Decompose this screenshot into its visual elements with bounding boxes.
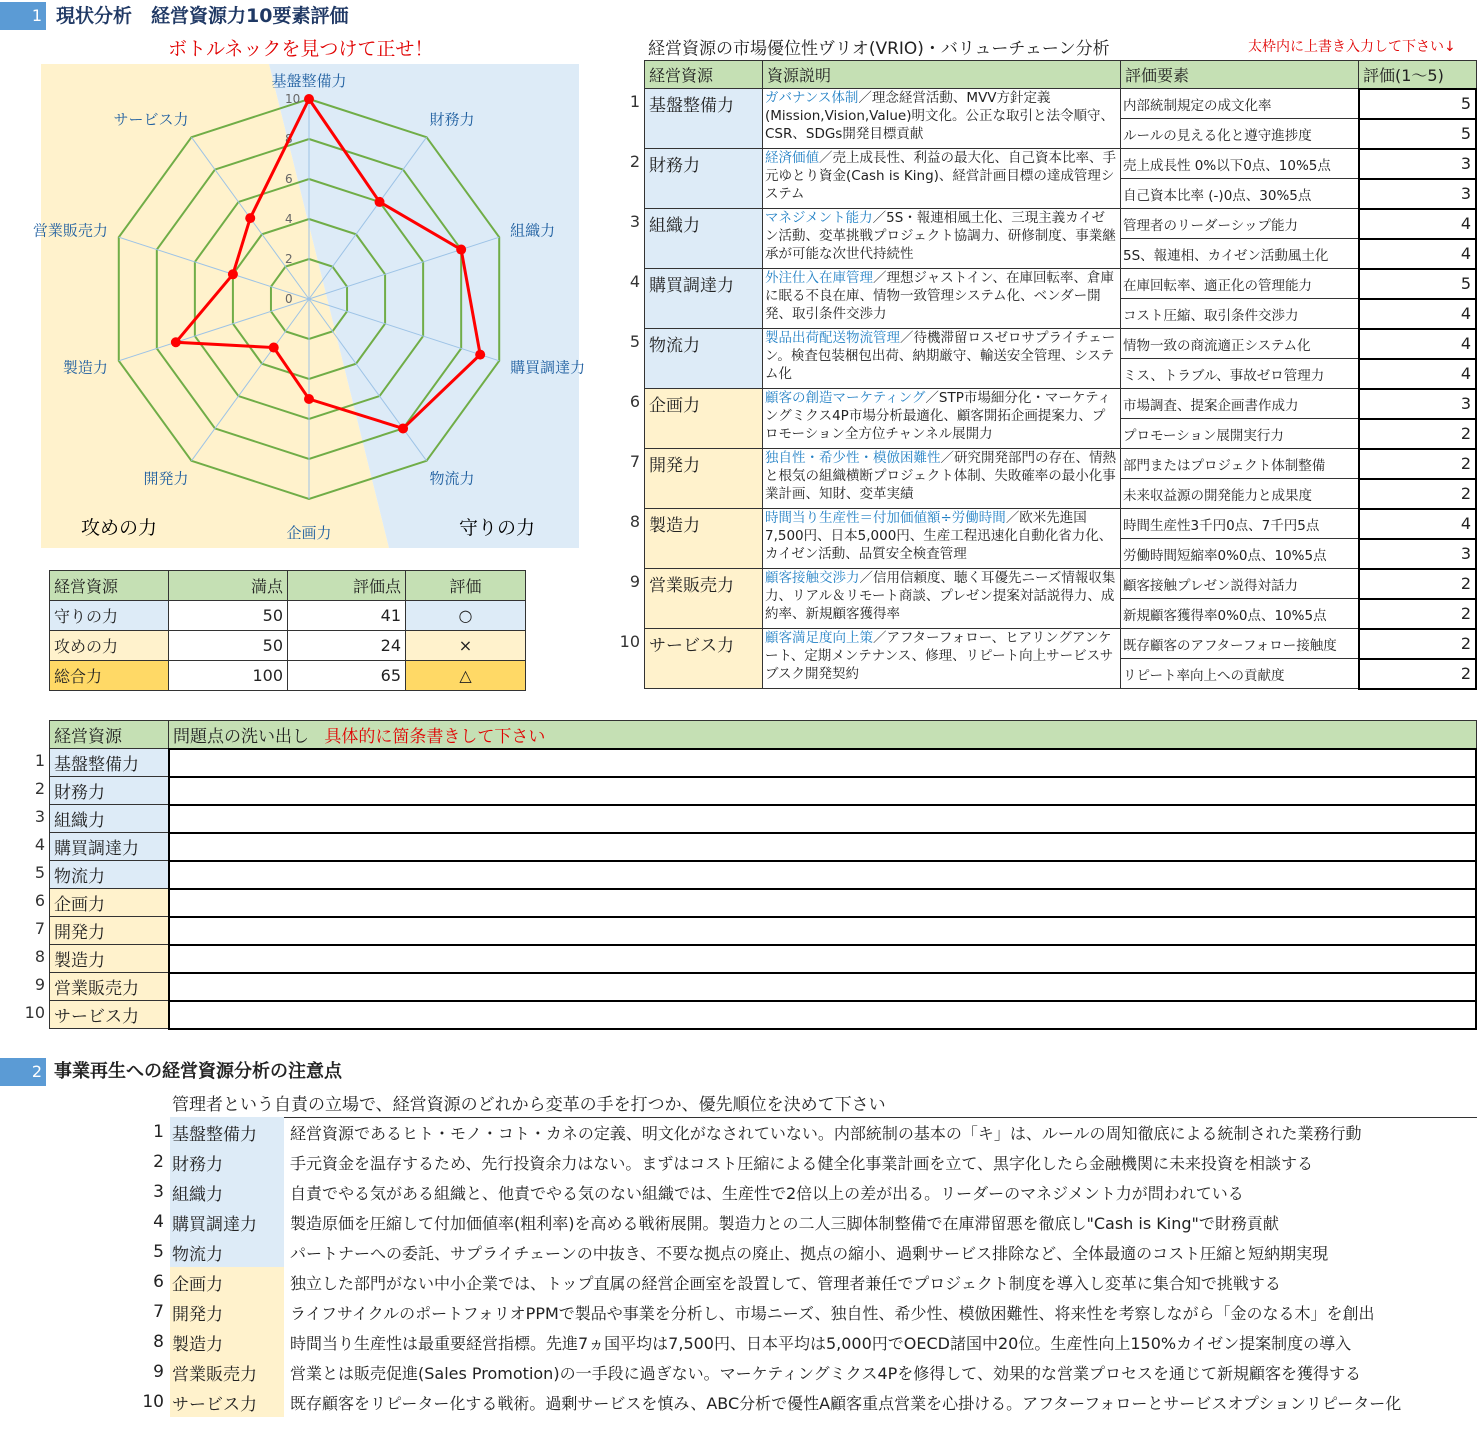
- radar-tick-label: 6: [285, 172, 293, 186]
- vrio-row: [645, 329, 1477, 359]
- vrio-score-input[interactable]: 3: [1359, 149, 1477, 179]
- problem-input[interactable]: [169, 777, 1477, 805]
- radar-category-label: 物流力: [429, 469, 475, 488]
- vrio-criterion: 未来収益源の開発能力と成果度: [1121, 479, 1359, 509]
- problem-input[interactable]: [169, 805, 1477, 833]
- problem-row-number: 4: [34, 835, 45, 854]
- vrio-criterion: コスト圧縮、取引条件交渉力: [1121, 299, 1359, 329]
- vrio-score-input[interactable]: 2: [1359, 419, 1477, 449]
- vrio-criterion: 既存顧客のアフターフォロー接触度: [1121, 629, 1359, 659]
- vrio-score-input[interactable]: 2: [1359, 479, 1477, 509]
- radar-category-label: 財務力: [429, 110, 475, 129]
- summary-row-grade: ○: [406, 601, 526, 631]
- vrio-row: [645, 389, 1477, 419]
- problem-row: [50, 777, 1477, 805]
- problem-row-number: 6: [34, 891, 45, 910]
- note-row: [140, 1147, 1401, 1177]
- radar-data-point: [228, 269, 238, 279]
- vrio-row-number: 4: [629, 272, 640, 291]
- vrio-description: [763, 149, 1121, 209]
- note-resource-name: 組織力: [170, 1177, 284, 1207]
- radar-category-label: 基盤整備力: [271, 72, 347, 90]
- note-number: 10: [142, 1392, 164, 1412]
- note-row: [140, 1387, 1401, 1417]
- vrio-description-text: ／理念経営活動、MVV方針定義(Mission,Vision,Value)明文化。公正な取引と法令順守、CSR、SDGs開発目標貢献: [765, 90, 1115, 142]
- problems-header-issue: [169, 721, 1477, 749]
- vrio-score-input[interactable]: 2: [1359, 449, 1477, 479]
- vrio-row-number: 8: [629, 512, 640, 531]
- note-number: 2: [153, 1152, 164, 1172]
- vrio-header-resource: 経営資源: [645, 61, 763, 89]
- summary-row-attack: [50, 631, 526, 661]
- vrio-score-input[interactable]: 3: [1359, 539, 1477, 569]
- radar-chart-area: [32, 64, 586, 548]
- vrio-description-text: ／売上成長性、利益の最大化、自己資本比率、手元ゆとり資金(Cash is King)、経営計画目標の達成管理システム: [765, 150, 1116, 202]
- vrio-row-number: 6: [629, 392, 640, 411]
- note-text: 経営資源であるヒト・モノ・コト・カネの定義、明文化がなされていない。内部統制の基本の「キ」は、ルールの周知徹底による統制された業務行動: [290, 1123, 1362, 1143]
- vrio-resource-name: 製造力: [645, 509, 763, 569]
- notes-table: [140, 1117, 1401, 1417]
- problem-row: [50, 889, 1477, 917]
- problem-row-number: 7: [34, 919, 45, 938]
- summary-row-score: 41: [288, 601, 406, 631]
- problem-resource-name: 財務力: [50, 777, 169, 805]
- problems-header-resource: 経営資源: [50, 721, 169, 749]
- problem-input[interactable]: [169, 945, 1477, 973]
- vrio-resource-name: 財務力: [645, 149, 763, 209]
- note-number: 4: [153, 1212, 164, 1232]
- problem-row-number: 1: [34, 751, 45, 770]
- problem-row-number: 10: [24, 1003, 45, 1022]
- vrio-score-input[interactable]: 4: [1359, 299, 1477, 329]
- note-row: [140, 1207, 1401, 1237]
- summary-header-resource: 経営資源: [50, 571, 169, 601]
- problems-table: [49, 720, 1477, 1030]
- note-text: 自責でやる気がある組織と、他責でやる気のない組織では、生産性で2倍以上の差が出る。リーダーのマネジメント力が問われている: [290, 1183, 1244, 1203]
- problem-input[interactable]: [169, 833, 1477, 861]
- vrio-description-text: ／STP市場細分化・マーケティングミクス4P市場分析最適化、顧客開拓企画提案力、プロモーション全方位チャンネル展開力: [765, 390, 1111, 442]
- note-row: [140, 1177, 1401, 1207]
- vrio-description-key: 時間当り生産性＝付加価値額÷労働時間: [765, 510, 1006, 526]
- vrio-description: [763, 569, 1121, 629]
- note-text: 手元資金を温存するため、先行投資余力はない。まずはコスト圧縮による健全化事業計画を立て、黒字化したら金融機関に未来投資を相談する: [290, 1153, 1314, 1173]
- problem-row: [50, 1001, 1477, 1029]
- problem-row: [50, 945, 1477, 973]
- summary-row-max: 100: [169, 661, 288, 691]
- vrio-description-key: 顧客の創造マーケティング: [765, 390, 926, 406]
- vrio-resource-name: 企画力: [645, 389, 763, 449]
- vrio-criterion: 労働時間短縮率0%0点、10%5点: [1121, 539, 1359, 569]
- summary-row-name: 攻めの力: [50, 631, 169, 661]
- section1-number: 1: [0, 2, 46, 30]
- problem-row: [50, 861, 1477, 889]
- vrio-row-number: 9: [629, 572, 640, 591]
- vrio-criterion: 部門またはプロジェクト体制整備: [1121, 449, 1359, 479]
- vrio-criterion: 管理者のリーダーシップ能力: [1121, 209, 1359, 239]
- vrio-resource-name: 基盤整備力: [645, 89, 763, 149]
- vrio-criterion: 情物一致の商流適正システム化: [1121, 329, 1359, 359]
- vrio-score-input[interactable]: 5: [1359, 89, 1477, 119]
- radar-tick-label: 0: [285, 292, 293, 306]
- vrio-score-input[interactable]: 4: [1359, 209, 1477, 239]
- vrio-row: [645, 569, 1477, 599]
- vrio-score-input[interactable]: 2: [1359, 599, 1477, 629]
- vrio-description-key: 外注仕入在庫管理: [765, 270, 873, 286]
- note-text: 営業とは販売促進(Sales Promotion)の一手段に過ぎない。マーケティングミクス4Pを修得して、効果的な営業プロセスを通じて新規顧客を獲得する: [290, 1363, 1361, 1383]
- radar-category-label: 製造力: [62, 358, 108, 377]
- radar-data-point: [304, 394, 314, 404]
- vrio-description-key: 顧客満足度向上策: [765, 630, 873, 646]
- vrio-table: [644, 60, 1477, 690]
- summary-row-grade: ×: [406, 631, 526, 661]
- note-row: [140, 1237, 1401, 1267]
- note-row: [140, 1267, 1401, 1297]
- vrio-criterion: 在庫回転率、適正化の管理能力: [1121, 269, 1359, 299]
- problem-resource-name: 製造力: [50, 945, 169, 973]
- vrio-description-text: ／5S・報連相風土化、三現主義カイゼン活動、変革挑戦プロジェクト協調力、研修制度、事業継承が可能な次世代持続性: [765, 210, 1116, 262]
- problem-input[interactable]: [169, 861, 1477, 889]
- vrio-row-number: 3: [629, 212, 640, 231]
- problem-row: [50, 833, 1477, 861]
- vrio-description-key: ガバナンス体制: [765, 90, 859, 106]
- radar-category-label: サービス力: [113, 110, 189, 129]
- radar-tick-label: 8: [285, 132, 293, 146]
- vrio-resource-name: 開発力: [645, 449, 763, 509]
- note-text: パートナーへの委託、サプライチェーンの中抜き、不要な拠点の廃止、拠点の縮小、過剰サービス排除など、全体最適のコスト圧縮と短納期実現: [290, 1243, 1329, 1263]
- vrio-score-input[interactable]: 5: [1359, 269, 1477, 299]
- vrio-row: [645, 89, 1477, 119]
- problem-input[interactable]: [169, 749, 1477, 777]
- problem-row: [50, 749, 1477, 777]
- radar-data-point: [171, 337, 181, 347]
- section2-intro: 管理者という自責の立場で、経営資源のどれから変革の手を打つか、優先順位を決めて下さい: [172, 1090, 1477, 1118]
- vrio-row: [645, 149, 1477, 179]
- vrio-description: [763, 629, 1121, 689]
- vrio-score-input[interactable]: 4: [1359, 239, 1477, 269]
- vrio-resource-name: 物流力: [645, 329, 763, 389]
- vrio-description-key: マネジメント能力: [765, 210, 873, 226]
- problem-resource-name: 営業販売力: [50, 973, 169, 1001]
- vrio-score-input[interactable]: 5: [1359, 119, 1477, 149]
- problem-resource-name: 企画力: [50, 889, 169, 917]
- vrio-criterion: リピート率向上への貢献度: [1121, 659, 1359, 689]
- vrio-header-criteria: 評価要素: [1121, 61, 1359, 89]
- summary-header-score: 評価点: [288, 571, 406, 601]
- radar-category-label: 組織力: [510, 221, 556, 240]
- summary-header-max: 満点: [169, 571, 288, 601]
- problem-row: [50, 805, 1477, 833]
- vrio-description-text: ／欧米先進国7,500円、日本5,000円、生産工程迅速化自動化省力化、カイゼン活動、品質安全検査管理: [765, 510, 1113, 562]
- problem-row-number: 3: [34, 807, 45, 826]
- problem-resource-name: 購買調達力: [50, 833, 169, 861]
- radar-data-point: [304, 94, 314, 104]
- radar-category-label: 企画力: [286, 524, 332, 542]
- problem-row-number: 2: [34, 779, 45, 798]
- note-number: 5: [153, 1242, 164, 1262]
- radar-data-point: [398, 423, 408, 433]
- note-number: 8: [153, 1332, 164, 1352]
- vrio-criterion: 新規顧客獲得率0%0点、10%5点: [1121, 599, 1359, 629]
- summary-table: [49, 570, 526, 691]
- vrio-header-row: [645, 61, 1477, 89]
- summary-row-score: 24: [288, 631, 406, 661]
- vrio-row: [645, 629, 1477, 659]
- radar-tick-label: 2: [285, 252, 293, 266]
- vrio-description-text: ／待機滞留ロスゼロサプライチェーン。検査包装梱包出荷、納期厳守、輸送安全管理、システム化: [765, 330, 1116, 382]
- problem-row: [50, 917, 1477, 945]
- summary-row-max: 50: [169, 631, 288, 661]
- vrio-row-number: 2: [629, 152, 640, 171]
- summary-row-name: 総合力: [50, 661, 169, 691]
- vrio-criterion: 時間生産性3千円0点、7千円5点: [1121, 509, 1359, 539]
- vrio-description-text: ／研究開発部門の存在、情熱と根気の組織横断プロジェクト体制、失敗確率の最小化事業計画、知財、変革実績: [765, 450, 1116, 502]
- vrio-description: [763, 329, 1121, 389]
- vrio-description-text: ／理想ジャストイン、在庫回転率、倉庫に眠る不良在庫、情物一致管理システム化、ベンダー開発、取引条件交渉力: [765, 270, 1114, 322]
- problem-resource-name: 組織力: [50, 805, 169, 833]
- vrio-criterion: 内部統制規定の成文化率: [1121, 89, 1359, 119]
- problem-resource-name: 開発力: [50, 917, 169, 945]
- radar-tick-label: 4: [285, 212, 293, 226]
- vrio-description-text: ／アフターフォロー、ヒアリングアンケート、定期メンテナンス、修理、リピート向上サービスサブスク開発契約: [765, 630, 1114, 682]
- problem-input[interactable]: [169, 973, 1477, 1001]
- summary-row-score: 65: [288, 661, 406, 691]
- vrio-criterion: 5S、報連相、カイゼン活動風土化: [1121, 239, 1359, 269]
- note-number: 6: [153, 1272, 164, 1292]
- note-row: [140, 1297, 1401, 1327]
- problem-row-number: 8: [34, 947, 45, 966]
- note-resource-name: 購買調達力: [170, 1207, 284, 1237]
- problem-input[interactable]: [169, 917, 1477, 945]
- summary-header-row: [50, 571, 526, 601]
- section2-title: 事業再生への経営資源分析の注意点: [54, 1061, 342, 1082]
- vrio-row: [645, 269, 1477, 299]
- vrio-description-key: 製品出荷配送物流管理: [765, 330, 900, 346]
- vrio-title: 経営資源の市場優位性ヴリオ(VRIO)・バリューチェーン分析: [648, 39, 1110, 59]
- vrio-score-input[interactable]: 2: [1359, 569, 1477, 599]
- vrio-criterion: 市場調査、提案企画書作成力: [1121, 389, 1359, 419]
- vrio-score-input[interactable]: 4: [1359, 509, 1477, 539]
- note-resource-name: 基盤整備力: [170, 1117, 284, 1147]
- vrio-header-score: 評価(1〜5): [1359, 61, 1477, 89]
- vrio-criterion: 売上成長性 0%以下0点、10%5点: [1121, 149, 1359, 179]
- problems-header-note: 具体的に箇条書きして下さい: [324, 726, 546, 747]
- note-text: 独立した部門がない中小企業では、トップ直属の経営企画室を設置して、管理者兼任でプロジェクト制度を導入し変革に集合知で挑戦する: [290, 1273, 1281, 1293]
- note-resource-name: サービス力: [170, 1387, 284, 1417]
- radar-data-point: [475, 350, 485, 360]
- vrio-resource-name: 組織力: [645, 209, 763, 269]
- problem-resource-name: 基盤整備力: [50, 749, 169, 777]
- note-resource-name: 物流力: [170, 1237, 284, 1267]
- radar-category-label: 開発力: [143, 469, 189, 488]
- note-text: ライフサイクルのポートフォリオPPMで製品や事業を分析し、市場ニーズ、独自性、希少性、模倣困難性、将来性を考察しながら「金のなる木」を創出: [290, 1303, 1375, 1323]
- note-resource-name: 製造力: [170, 1327, 284, 1357]
- note-number: 9: [153, 1362, 164, 1382]
- summary-row-total: [50, 661, 526, 691]
- defense-side-label: 守りの力: [459, 517, 536, 539]
- vrio-score-input[interactable]: 3: [1359, 179, 1477, 209]
- problem-resource-name: 物流力: [50, 861, 169, 889]
- note-resource-name: 財務力: [170, 1147, 284, 1177]
- vrio-row: [645, 209, 1477, 239]
- summary-header-grade: 評価: [406, 571, 526, 601]
- vrio-score-input[interactable]: 4: [1359, 359, 1477, 389]
- summary-row-name: 守りの力: [50, 601, 169, 631]
- problems-header-row: [50, 721, 1477, 749]
- problem-input[interactable]: [169, 889, 1477, 917]
- note-row: [140, 1357, 1401, 1387]
- section2-number: 2: [0, 1058, 46, 1086]
- vrio-resource-name: 購買調達力: [645, 269, 763, 329]
- radar-category-label: 営業販売力: [32, 221, 108, 240]
- vrio-score-input[interactable]: 2: [1359, 629, 1477, 659]
- vrio-criterion: ミス、トラブル、事故ゼロ管理力: [1121, 359, 1359, 389]
- vrio-note: 太枠内に上書き入力して下さい↓: [1248, 39, 1456, 55]
- radar-data-point: [375, 197, 385, 207]
- vrio-description: [763, 449, 1121, 509]
- vrio-description: [763, 509, 1121, 569]
- radar-data-point: [245, 213, 255, 223]
- vrio-row-number: 7: [629, 452, 640, 471]
- attack-side-label: 攻めの力: [81, 517, 158, 539]
- vrio-row-number: 1: [629, 92, 640, 111]
- summary-row-defense: [50, 601, 526, 631]
- vrio-resource-name: 営業販売力: [645, 569, 763, 629]
- problem-input[interactable]: [169, 1001, 1477, 1029]
- vrio-description-key: 顧客接触交渉力: [765, 570, 860, 586]
- note-text: 時間当り生産性は最重要経営指標。先進7ヵ国平均は7,500円、日本平均は5,000円でOECD諸国中20位。生産性向上150%カイゼン提案制度の導入: [290, 1333, 1352, 1353]
- note-number: 7: [153, 1302, 164, 1322]
- radar-data-point: [269, 343, 279, 353]
- vrio-row-number: 10: [619, 632, 640, 651]
- note-number: 1: [153, 1122, 164, 1142]
- problems-header-issue-label: 問題点の洗い出し: [173, 726, 309, 747]
- radar-tick-label: 10: [285, 92, 301, 106]
- vrio-score-input[interactable]: 4: [1359, 329, 1477, 359]
- note-row: [140, 1117, 1401, 1147]
- note-text: 既存顧客をリピーター化する戦術。過剰サービスを慎み、ABC分析で優性A顧客重点営業を心掛ける。アフターフォローとサービスオプションリピーター化: [290, 1393, 1402, 1413]
- note-resource-name: 企画力: [170, 1267, 284, 1297]
- problem-resource-name: サービス力: [50, 1001, 169, 1029]
- vrio-criterion: ルールの見える化と遵守進捗度: [1121, 119, 1359, 149]
- vrio-criterion: 自己資本比率 (-)0点、30%5点: [1121, 179, 1359, 209]
- problem-row-number: 9: [34, 975, 45, 994]
- vrio-description: [763, 269, 1121, 329]
- vrio-description-text: ／信用信頼度、聴く耳優先ニーズ情報収集力、リアル＆リモート商談、プレゼン提案対話説得力、成約率、新規顧客獲得率: [765, 570, 1116, 622]
- note-resource-name: 営業販売力: [170, 1357, 284, 1387]
- vrio-header-description: 資源説明: [763, 61, 1121, 89]
- radar-subtitle: ボトルネックを見つけて正せ！: [168, 38, 434, 60]
- problem-row-number: 5: [34, 863, 45, 882]
- vrio-resource-name: サービス力: [645, 629, 763, 689]
- vrio-description: [763, 209, 1121, 269]
- vrio-row: [645, 509, 1477, 539]
- radar-data-point: [456, 245, 466, 255]
- note-text: 製造原価を圧縮して付加価値率(粗利率)を高める戦術展開。製造力との二人三脚体制整備で在庫滞留悪を徹底し"Cash is King"で財務貢献: [290, 1213, 1279, 1233]
- vrio-row-number: 5: [629, 332, 640, 351]
- vrio-description-key: 経済価値: [765, 150, 819, 166]
- note-resource-name: 開発力: [170, 1297, 284, 1327]
- vrio-row: [645, 449, 1477, 479]
- section1-title: 現状分析 経営資源力10要素評価: [56, 5, 349, 27]
- vrio-description-key: 独自性・希少性・模倣困難性: [765, 450, 941, 466]
- vrio-description: [763, 89, 1121, 149]
- radar-category-label: 購買調達力: [510, 358, 586, 377]
- summary-row-max: 50: [169, 601, 288, 631]
- vrio-score-input[interactable]: 3: [1359, 389, 1477, 419]
- vrio-criterion: プロモーション展開実行力: [1121, 419, 1359, 449]
- problem-row: [50, 973, 1477, 1001]
- note-row: [140, 1327, 1401, 1357]
- radar-chart: [32, 64, 586, 548]
- note-number: 3: [153, 1182, 164, 1202]
- vrio-score-input[interactable]: 2: [1359, 659, 1477, 689]
- vrio-criterion: 顧客接触プレゼン説得対話力: [1121, 569, 1359, 599]
- summary-row-grade: △: [406, 661, 526, 691]
- vrio-description: [763, 389, 1121, 449]
